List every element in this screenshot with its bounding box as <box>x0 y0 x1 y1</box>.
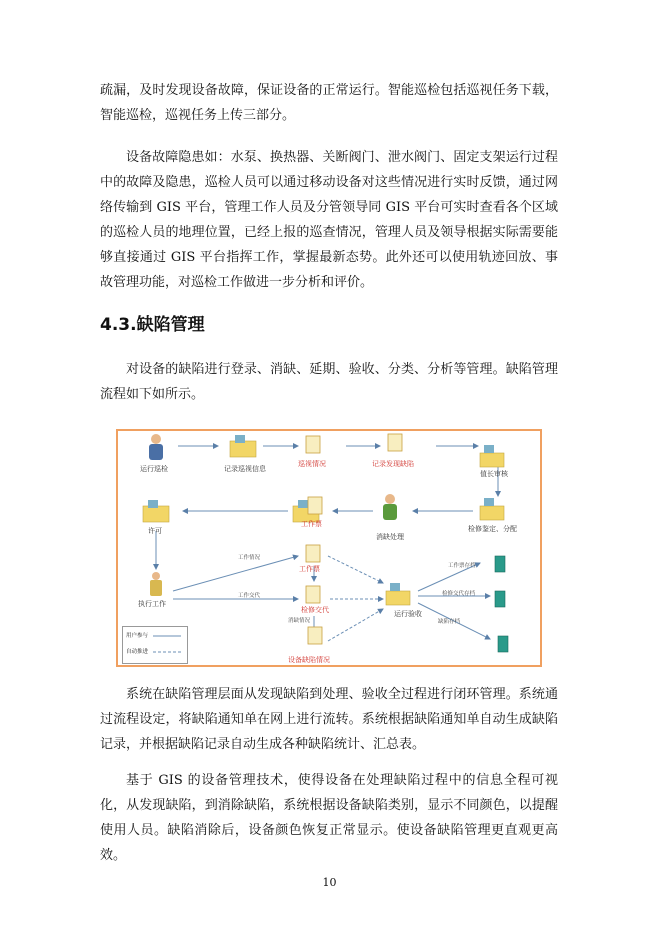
edge-defect-status: 消缺情况 <box>288 618 311 624</box>
paragraph-5: 基于 GIS 的设备管理技术，使得设备在处理缺陷过程中的信息全程可视化，从发现缺陷，到消除缺陷，系统根据设备缺陷类别，显示不同颜色，以提醒使用人员。缺陷消除后，设备颜色恢复正常显示。使设备缺陷管理更直观更高效。 <box>100 773 558 863</box>
person-icon <box>150 572 162 596</box>
person-icon <box>149 434 163 460</box>
node-repair-handover: 检修交代 <box>301 606 329 614</box>
legend-user-participation: 用户参与 <box>126 633 149 639</box>
legend-auto-push: 自动推进 <box>126 649 149 655</box>
paragraph-1: 疏漏，及时发现设备故障，保证设备的正常运行。智能巡检包括巡视任务下载，智能巡检，巡视任务上传三部分。 <box>100 83 558 123</box>
node-run-inspect: 运行巡检 <box>140 465 168 473</box>
section-heading: 4.3.缺陷管理 <box>100 315 205 335</box>
edge-repair-archive: 检修交代存档 <box>442 591 476 597</box>
diagram-legend <box>122 626 188 664</box>
node-inspect-situation: 巡视情况 <box>298 460 326 468</box>
paragraph-2: 设备故障隐患如：水泵、换热器、关断阀门、泄水阀门、固定支架运行过程中的故障及隐患，巡检人员可以通过移动设备对这些情况进行实时反馈，通过网络传输到 GIS 平台，管理工作人员及分管领导同 GIS 平台可实时查看各个区域的巡检人员的地理位置，已经上报的巡查情况，管理人员及领导根据实际需要能够直接通过 GIS 平台指挥工作，掌握最新态势。此外还可以使用轨迹回放、事故管理功能，对巡检工作做进一步分析和评价。 <box>100 150 558 290</box>
node-execute-work: 执行工作 <box>138 600 166 608</box>
node-work-ticket-2: 工作票 <box>299 565 320 573</box>
paragraph-4: 系统在缺陷管理层面从发现缺陷到处理、验收全过程进行闭环管理。系统通过流程设定，将缺陷通知单在网上进行流转。系统根据缺陷通知单自动生成缺陷记录，并根据缺陷记录自动生成各种缺陷统计、汇总表。 <box>100 687 558 752</box>
edge-ticket-archive: 工作票存档 <box>448 563 476 569</box>
node-repair-classify: 检修鉴定、分配 <box>468 525 517 533</box>
defect-flow-diagram <box>116 429 542 667</box>
node-defect-status: 设备缺陷情况 <box>288 656 330 664</box>
edge-work-handover: 工作交代 <box>238 593 261 599</box>
page-number: 10 <box>322 876 337 889</box>
edge-defect-archive: 缺陷存档 <box>438 619 461 625</box>
person-icon <box>383 494 397 520</box>
edge-work-status: 工作情况 <box>238 555 261 561</box>
node-record-defect: 记录发现缺陷 <box>372 460 414 468</box>
node-run-accept: 运行验收 <box>394 610 422 618</box>
node-shift-review: 值长审核 <box>480 470 508 478</box>
node-work-ticket-1: 工作票 <box>301 520 322 528</box>
node-record-info: 记录巡视信息 <box>224 465 266 473</box>
node-permit: 许可 <box>148 527 162 535</box>
paragraph-3: 对设备的缺陷进行登录、消缺、延期、验收、分类、分析等管理。缺陷管理流程如下如所示。 <box>100 362 558 402</box>
node-defect-handle: 消缺处理 <box>376 533 404 541</box>
